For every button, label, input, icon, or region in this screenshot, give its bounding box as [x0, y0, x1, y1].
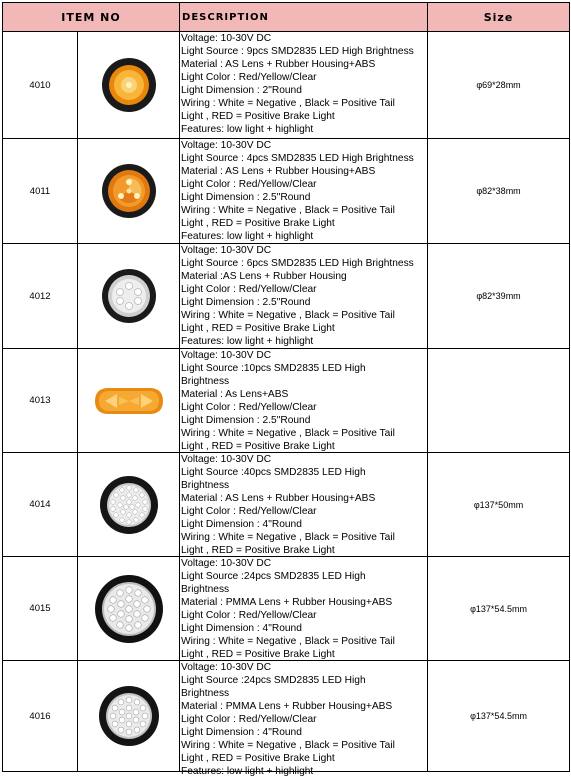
description-line: Light Source :24pcs SMD2835 LED High — [181, 571, 366, 582]
description-line: Light Dimension : 2"Round — [181, 85, 302, 96]
description-line: Material : PMMA Lens + Rubber Housing+ABS — [181, 597, 393, 608]
item-number: 4011 — [3, 139, 78, 244]
size-value: φ82*39mm — [428, 244, 570, 349]
item-number: 4012 — [3, 244, 78, 349]
header-item-no: ITEM NO — [3, 3, 180, 32]
product-image — [78, 661, 180, 772]
item-number: 4013 — [3, 349, 78, 453]
description-line: Light Dimension : 4"Round — [181, 623, 302, 634]
description-line: Light Dimension : 4"Round — [181, 519, 302, 530]
description-line: Light Source : 4pcs SMD2835 LED High Brightness — [181, 153, 414, 164]
description-line: Light Color : Red/Yellow/Clear — [181, 72, 317, 83]
description-line: Voltage: 10-30V DC — [181, 245, 272, 256]
description-line: Light , RED = Positive Brake Light — [181, 323, 335, 334]
description-line: Features: low light + highlight — [181, 336, 314, 347]
description-line: Brightness — [181, 688, 230, 699]
description-line: Wiring : White = Negative , Black = Positive Tail — [181, 740, 395, 751]
description-line: Light Source :10pcs SMD2835 LED High — [181, 363, 366, 374]
description-line: Voltage: 10-30V DC — [181, 33, 272, 44]
description-line: Light Dimension : 4"Round — [181, 727, 302, 738]
item-number: 4015 — [3, 557, 78, 661]
description-cell — [180, 32, 428, 139]
description-line: Voltage: 10-30V DC — [181, 662, 272, 673]
description-line: Voltage: 10-30V DC — [181, 558, 272, 569]
table-row — [3, 557, 570, 661]
product-image — [78, 453, 180, 557]
item-number: 4010 — [3, 32, 78, 139]
product-image — [78, 139, 180, 244]
description-cell — [180, 349, 428, 453]
description-line: Material : As Lens+ABS — [181, 389, 289, 400]
table-row — [3, 661, 570, 772]
description-line: Light Dimension : 2.5"Round — [181, 192, 311, 203]
description-line: Light , RED = Positive Brake Light — [181, 649, 335, 660]
description-line: Light Source :40pcs SMD2835 LED High — [181, 467, 366, 478]
product-image — [78, 349, 180, 453]
description-line: Voltage: 10-30V DC — [181, 454, 272, 465]
description-cell — [180, 244, 428, 349]
description-line: Brightness — [181, 584, 230, 595]
description-line: Wiring : White = Negative , Black = Positive Tail — [181, 636, 395, 647]
description-line: Wiring : White = Negative , Black = Positive Tail — [181, 205, 395, 216]
description-line: Light Source : 9pcs SMD2835 LED High Brightness — [181, 46, 414, 57]
description-line: Light Source : 6pcs SMD2835 LED High Brightness — [181, 258, 414, 269]
table-row — [3, 32, 570, 139]
size-value — [428, 349, 570, 453]
description-line: Light , RED = Positive Brake Light — [181, 111, 335, 122]
description-line: Material : AS Lens + Rubber Housing+ABS — [181, 59, 376, 70]
description-line: Material : AS Lens + Rubber Housing+ABS — [181, 166, 376, 177]
description-line: Features: low light + highlight — [181, 124, 314, 135]
description-line: Features: low light + highlight — [181, 231, 314, 242]
header-description: DESCRIPTION — [180, 3, 428, 32]
description-line: Light , RED = Positive Brake Light — [181, 218, 335, 229]
description-line: Features: low light + highlight — [181, 766, 314, 777]
size-value: φ137*50mm — [428, 453, 570, 557]
product-image — [78, 32, 180, 139]
description-line: Light Color : Red/Yellow/Clear — [181, 610, 317, 621]
description-cell — [180, 557, 428, 661]
description-line: Light , RED = Positive Brake Light — [181, 441, 335, 452]
description-line: Light Color : Red/Yellow/Clear — [181, 284, 317, 295]
description-line: Light , RED = Positive Brake Light — [181, 753, 335, 764]
header-row — [3, 3, 570, 32]
description-cell — [180, 661, 428, 777]
description-line: Light Dimension : 2.5"Round — [181, 297, 311, 308]
product-image — [78, 557, 180, 661]
description-line: Light Source :24pcs SMD2835 LED High — [181, 675, 366, 686]
description-line: Light Color : Red/Yellow/Clear — [181, 402, 317, 413]
table-row — [3, 349, 570, 453]
table-row — [3, 139, 570, 244]
description-line: Brightness — [181, 376, 230, 387]
size-value: φ137*54.5mm — [428, 661, 570, 772]
description-line: Light Color : Red/Yellow/Clear — [181, 179, 317, 190]
header-size: Size — [428, 3, 570, 32]
description-line: Wiring : White = Negative , Black = Positive Tail — [181, 310, 395, 321]
item-number: 4016 — [3, 661, 78, 772]
description-line: Light Color : Red/Yellow/Clear — [181, 506, 317, 517]
description-line: Wiring : White = Negative , Black = Positive Tail — [181, 428, 395, 439]
size-value: φ137*54.5mm — [428, 557, 570, 661]
description-line: Light Color : Red/Yellow/Clear — [181, 714, 317, 725]
description-line: Brightness — [181, 480, 230, 491]
description-line: Wiring : White = Negative , Black = Positive Tail — [181, 532, 395, 543]
description-line: Wiring : White = Negative , Black = Positive Tail — [181, 98, 395, 109]
description-cell — [180, 453, 428, 557]
item-number: 4014 — [3, 453, 78, 557]
description-line: Voltage: 10-30V DC — [181, 350, 272, 361]
description-line: Material :AS Lens + Rubber Housing — [181, 271, 347, 282]
table-row — [3, 244, 570, 349]
table-row — [3, 453, 570, 557]
product-table — [2, 2, 570, 777]
description-line: Light Dimension : 2.5"Round — [181, 415, 311, 426]
description-line: Light , RED = Positive Brake Light — [181, 545, 335, 556]
description-cell — [180, 139, 428, 244]
description-line: Material : AS Lens + Rubber Housing+ABS — [181, 493, 376, 504]
size-value: φ69*28mm — [428, 32, 570, 139]
size-value: φ82*38mm — [428, 139, 570, 244]
product-image — [78, 244, 180, 349]
description-line: Material : PMMA Lens + Rubber Housing+ABS — [181, 701, 393, 712]
description-line: Voltage: 10-30V DC — [181, 140, 272, 151]
